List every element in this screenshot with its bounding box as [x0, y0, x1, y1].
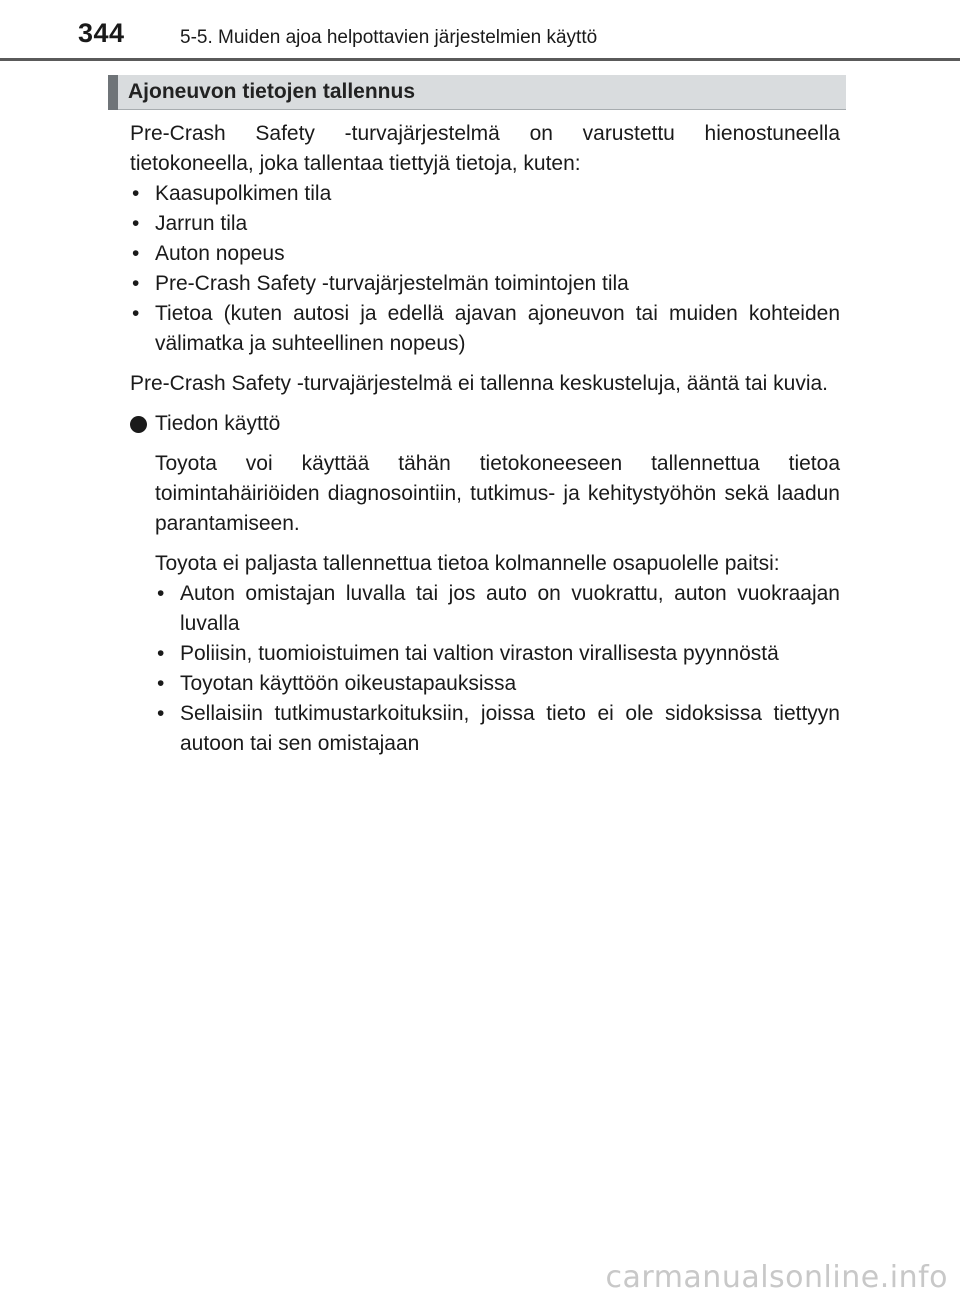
bullet-icon: •: [157, 582, 165, 605]
exceptions-list: [155, 579, 840, 759]
page-number: 344: [78, 18, 125, 48]
usage-paragraph-2: Toyota ei paljasta tallennettua tietoa kolmannelle osapuolelle paitsi:: [155, 552, 780, 575]
bullet-icon: •: [132, 242, 140, 265]
list-item: • Auton omistajan luvalla tai jos auto on vuokrattu, auton vuokraajan luvalla: [155, 579, 840, 639]
page-content: [130, 119, 840, 759]
list-item: • Tietoa (kuten autosi ja edellä ajavan ajoneuvon tai muiden kohteiden välimatka ja suhteellinen nopeus): [130, 299, 840, 359]
section-title: Ajoneuvon tietojen tallennus: [128, 80, 416, 103]
usage-heading: Tiedon käyttö: [130, 409, 840, 439]
usage-section: [155, 449, 840, 759]
watermark: carmanualsonline.info: [605, 1260, 948, 1295]
bullet-icon: •: [157, 642, 165, 665]
list-item: • Poliisin, tuomioistuimen tai valtion viraston virallisesta pyynnöstä: [155, 639, 840, 669]
chapter-title: 5-5. Muiden ajoa helpottavien järjestelmien käyttö: [180, 27, 598, 48]
bullet-icon: •: [132, 182, 140, 205]
bullet-icon: •: [157, 702, 165, 725]
intro-paragraph: Pre-Crash Safety -turvajärjestelmä on varustettu hienostuneella tietokoneella, joka tallentaa tiettyjä tietoja, kuten:: [130, 122, 840, 175]
list-item: • Kaasupolkimen tila: [130, 179, 840, 209]
list-item: • Auton nopeus: [130, 239, 840, 269]
usage-paragraph-1: Toyota voi käyttää tähän tietokoneeseen tallennettua tietoa toimintahäiriöiden diagnosointiin, tutkimus- ja kehitystyöhön sekä laadun parantamiseen.: [155, 452, 840, 535]
bullet-icon: •: [132, 272, 140, 295]
section-accent: [108, 75, 118, 110]
bullet-icon: •: [132, 302, 140, 325]
bullet-icon: •: [157, 672, 165, 695]
list-item: • Pre-Crash Safety -turvajärjestelmän toimintojen tila: [130, 269, 840, 299]
list-item: • Jarrun tila: [130, 209, 840, 239]
section-heading-bar: [108, 75, 846, 110]
page-header: [0, 0, 960, 62]
not-recorded-paragraph: Pre-Crash Safety -turvajärjestelmä ei tallenna keskusteluja, ääntä tai kuvia.: [130, 372, 829, 395]
list-item: • Toyotan käyttöön oikeustapauksissa: [155, 669, 840, 699]
header-divider: [0, 58, 960, 61]
bullet-icon: •: [132, 212, 140, 235]
filled-circle-icon: [130, 416, 147, 433]
recorded-items-list: [130, 179, 840, 359]
list-item: • Sellaisiin tutkimustarkoituksiin, joissa tieto ei ole sidoksissa tiettyyn autoon tai sen omistajaan: [155, 699, 840, 759]
